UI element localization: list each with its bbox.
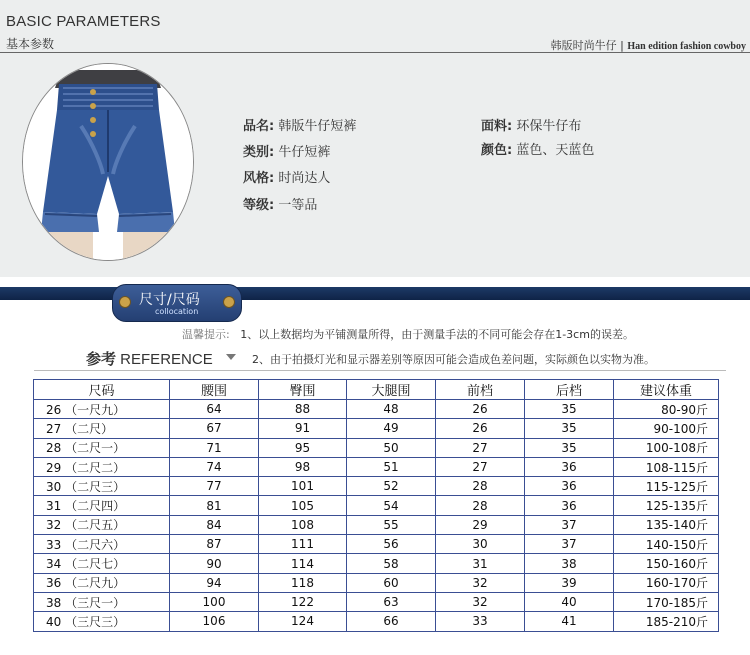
- param-name-value: 韩版牛仔短裤: [278, 119, 357, 134]
- front-rise-cell: 31: [436, 554, 525, 573]
- param-color-key: 颜色:: [481, 143, 513, 158]
- param-grade-value: 一等品: [278, 198, 318, 213]
- reference-heading: [86, 348, 213, 369]
- param-fabric-key: 面料:: [481, 119, 513, 134]
- brand-caption-en: Han edition fashion cowboy: [627, 41, 746, 52]
- notice-text-1: 1、以上数据均为平铺测量所得，由于测量手法的不同可能会存在1-3cm的误差。: [240, 328, 634, 341]
- param-color: [481, 139, 594, 158]
- weight-cell: 115-125斤: [614, 477, 719, 496]
- front-rise-cell: 26: [436, 419, 525, 438]
- weight-cell: 135-140斤: [614, 515, 719, 534]
- back-rise-cell: 41: [525, 612, 614, 631]
- rivet-icon: [223, 296, 235, 308]
- param-category-value: 牛仔短裤: [278, 145, 331, 160]
- hip-cell: 98: [259, 457, 347, 476]
- back-rise-cell: 36: [525, 496, 614, 515]
- table-row: [34, 438, 719, 457]
- back-rise-cell: 36: [525, 457, 614, 476]
- hip-cell: 108: [259, 515, 347, 534]
- waist-cell: 106: [170, 612, 259, 631]
- front-rise-cell: 29: [436, 515, 525, 534]
- thigh-cell: 63: [347, 592, 436, 611]
- waist-cell: 90: [170, 554, 259, 573]
- weight-cell: 140-150斤: [614, 535, 719, 554]
- param-color-value: 蓝色、天蓝色: [516, 143, 595, 158]
- front-rise-cell: 30: [436, 535, 525, 554]
- thigh-cell: 60: [347, 573, 436, 592]
- hip-cell: 105: [259, 496, 347, 515]
- waist-cell: 71: [170, 438, 259, 457]
- waist-cell: 81: [170, 496, 259, 515]
- section-title-en: BASIC PARAMETERS: [6, 13, 161, 30]
- size-section-title: 尺寸/尺码: [139, 292, 200, 308]
- param-category-key: 类别:: [243, 145, 275, 160]
- back-rise-cell: 36: [525, 477, 614, 496]
- size-chart-table: [33, 379, 719, 632]
- hip-cell: 91: [259, 419, 347, 438]
- hip-cell: 88: [259, 400, 347, 419]
- back-rise-cell: 37: [525, 535, 614, 554]
- param-name: [243, 115, 356, 134]
- table-row: [34, 419, 719, 438]
- param-fabric: [481, 115, 581, 134]
- waist-cell: 84: [170, 515, 259, 534]
- back-rise-cell: 37: [525, 515, 614, 534]
- weight-cell: 108-115斤: [614, 457, 719, 476]
- thigh-cell: 66: [347, 612, 436, 631]
- size-section-subtitle: collocation: [155, 307, 199, 316]
- front-rise-cell: 26: [436, 400, 525, 419]
- hip-cell: 118: [259, 573, 347, 592]
- hip-cell: 95: [259, 438, 347, 457]
- front-rise-cell: 33: [436, 612, 525, 631]
- table-header-row: [34, 380, 719, 400]
- size-cell: 31 （二尺四）: [34, 496, 170, 515]
- size-cell: 38 （三尺一）: [34, 592, 170, 611]
- column-header: 大腿围: [347, 380, 436, 400]
- weight-cell: 170-185斤: [614, 592, 719, 611]
- triangle-down-icon: [226, 354, 236, 360]
- weight-cell: 150-160斤: [614, 554, 719, 573]
- notice-line-1: [182, 326, 634, 342]
- size-cell: 29 （二尺二）: [34, 457, 170, 476]
- column-header: 后档: [525, 380, 614, 400]
- hip-cell: 111: [259, 535, 347, 554]
- product-photo: [22, 63, 194, 261]
- size-cell: 34 （二尺七）: [34, 554, 170, 573]
- column-header: 前档: [436, 380, 525, 400]
- thigh-cell: 49: [347, 419, 436, 438]
- back-rise-cell: 38: [525, 554, 614, 573]
- thigh-cell: 52: [347, 477, 436, 496]
- size-cell: 36 （二尺九）: [34, 573, 170, 592]
- table-row: [34, 535, 719, 554]
- section-title-cn: 基本参数: [6, 37, 55, 51]
- size-cell: 26 （一尺九）: [34, 400, 170, 419]
- reference-heading-cn: 参考: [86, 350, 117, 368]
- waist-cell: 100: [170, 592, 259, 611]
- param-style: [243, 167, 330, 186]
- notice-label: 温馨提示:: [182, 328, 230, 341]
- weight-cell: 160-170斤: [614, 573, 719, 592]
- column-header: 尺码: [34, 380, 170, 400]
- param-name-key: 品名:: [243, 119, 275, 134]
- param-style-key: 风格:: [243, 171, 275, 186]
- brand-caption-separator: |: [616, 39, 628, 52]
- thigh-cell: 50: [347, 438, 436, 457]
- table-row: [34, 515, 719, 534]
- weight-cell: 100-108斤: [614, 438, 719, 457]
- thigh-cell: 51: [347, 457, 436, 476]
- front-rise-cell: 32: [436, 573, 525, 592]
- front-rise-cell: 32: [436, 592, 525, 611]
- column-header: 建议体重: [614, 380, 719, 400]
- front-rise-cell: 28: [436, 477, 525, 496]
- size-cell: 32 （二尺五）: [34, 515, 170, 534]
- hip-cell: 101: [259, 477, 347, 496]
- weight-cell: 125-135斤: [614, 496, 719, 515]
- param-fabric-value: 环保牛仔布: [516, 119, 582, 134]
- param-grade: [243, 194, 317, 213]
- hip-cell: 122: [259, 592, 347, 611]
- weight-cell: 185-210斤: [614, 612, 719, 631]
- column-header: 臀围: [259, 380, 347, 400]
- weight-cell: 90-100斤: [614, 419, 719, 438]
- front-rise-cell: 28: [436, 496, 525, 515]
- size-cell: 27 （二尺）: [34, 419, 170, 438]
- brand-caption: [551, 37, 746, 53]
- back-rise-cell: 39: [525, 573, 614, 592]
- size-cell: 40 （三尺三）: [34, 612, 170, 631]
- back-rise-cell: 35: [525, 438, 614, 457]
- hip-cell: 124: [259, 612, 347, 631]
- table-row: [34, 592, 719, 611]
- param-style-value: 时尚达人: [278, 171, 331, 186]
- back-rise-cell: 35: [525, 419, 614, 438]
- table-row: [34, 554, 719, 573]
- waist-cell: 94: [170, 573, 259, 592]
- front-rise-cell: 27: [436, 438, 525, 457]
- reference-heading-en: REFERENCE: [116, 351, 213, 368]
- thigh-cell: 58: [347, 554, 436, 573]
- column-header: 腰围: [170, 380, 259, 400]
- back-rise-cell: 35: [525, 400, 614, 419]
- table-row: [34, 612, 719, 631]
- waist-cell: 87: [170, 535, 259, 554]
- thigh-cell: 48: [347, 400, 436, 419]
- weight-cell: 80-90斤: [614, 400, 719, 419]
- back-rise-cell: 40: [525, 592, 614, 611]
- thigh-cell: 56: [347, 535, 436, 554]
- size-cell: 33 （二尺六）: [34, 535, 170, 554]
- table-row: [34, 573, 719, 592]
- notice-line-2: 2、由于拍摄灯光和显示器差别等原因可能会造成色差问题，实际颜色以实物为准。: [252, 353, 655, 366]
- param-grade-key: 等级:: [243, 198, 275, 213]
- table-row: [34, 457, 719, 476]
- front-rise-cell: 27: [436, 457, 525, 476]
- size-cell: 28 （二尺一）: [34, 438, 170, 457]
- waist-cell: 67: [170, 419, 259, 438]
- brand-caption-cn: 韩版时尚牛仔: [550, 39, 617, 52]
- thigh-cell: 54: [347, 496, 436, 515]
- table-row: [34, 400, 719, 419]
- waist-cell: 77: [170, 477, 259, 496]
- hip-cell: 114: [259, 554, 347, 573]
- param-category: [243, 141, 330, 160]
- reference-divider: [34, 370, 726, 371]
- size-section-tag: [112, 284, 242, 322]
- rivet-icon: [119, 296, 131, 308]
- table-row: [34, 477, 719, 496]
- table-row: [34, 496, 719, 515]
- thigh-cell: 55: [347, 515, 436, 534]
- size-cell: 30 （二尺三）: [34, 477, 170, 496]
- waist-cell: 74: [170, 457, 259, 476]
- waist-cell: 64: [170, 400, 259, 419]
